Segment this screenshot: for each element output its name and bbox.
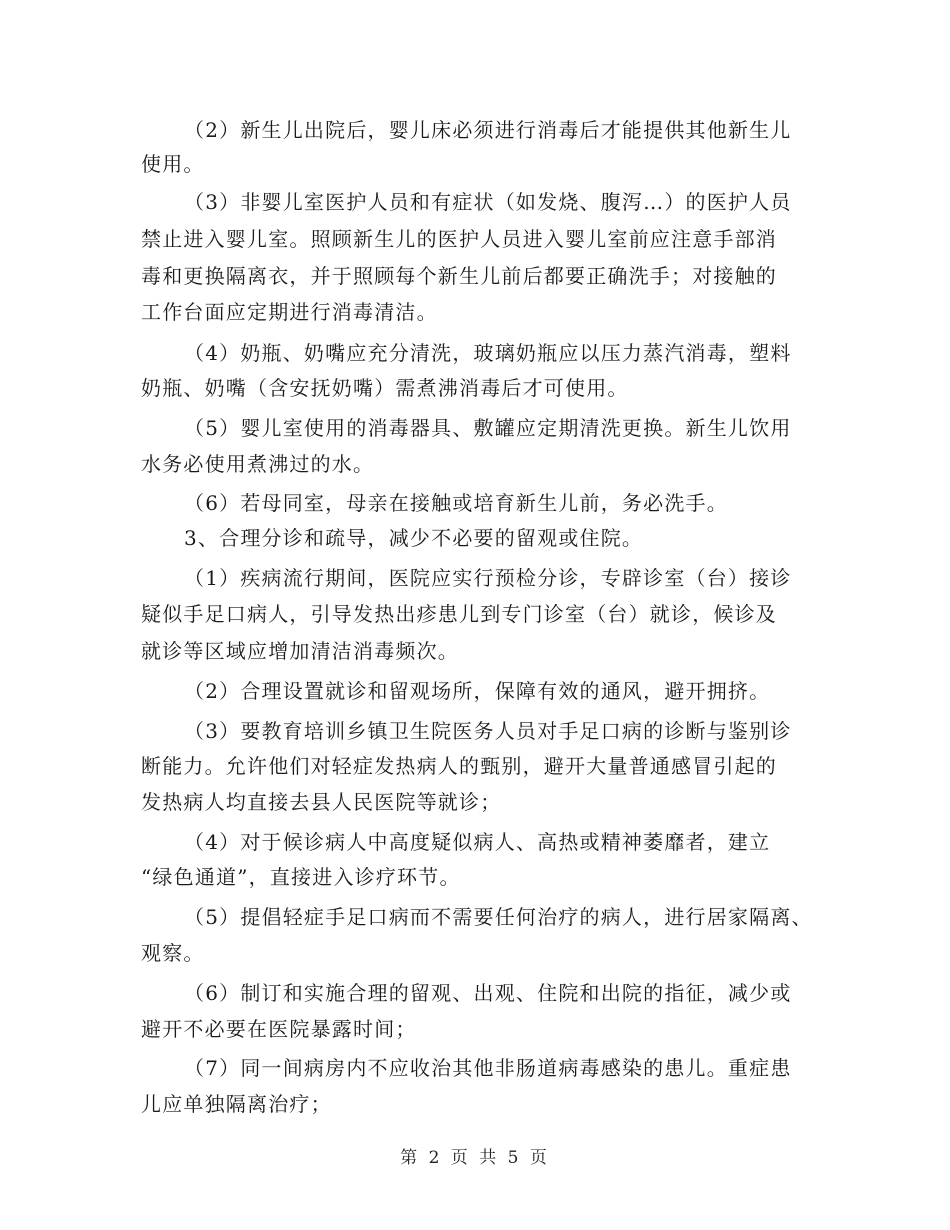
text-line: “绿色通道”，直接进入诊疗环节。 (141, 865, 461, 889)
text-line: （4）奶瓶、奶嘴应充分清洗，玻璃奶瓶应以压力蒸汽消毒，塑料 (184, 341, 792, 365)
text-line: 毒和更换隔离衣，并于照顾每个新生儿前后都要正确洗手；对接触的 (141, 264, 777, 288)
page-number-footer: 第 2 页 共 5 页 (400, 1148, 550, 1168)
text-line: （6）制订和实施合理的留观、出观、住院和出院的指征，减少或 (184, 981, 792, 1005)
text-line: 禁止进入婴儿室。照顾新生儿的医护人员进入婴儿室前应注意手部消 (141, 227, 777, 251)
text-line: （2）新生儿出院后，婴儿床必须进行消毒后才能提供其他新生儿 (184, 118, 792, 142)
text-line: （7）同一间病房内不应收治其他非肠道病毒感染的患儿。重症患 (184, 1056, 792, 1080)
text-line: 奶瓶、奶嘴（含安抚奶嘴）需煮沸消毒后才可使用。 (141, 376, 629, 400)
text-line: 断能力。允许他们对轻症发热病人的甄别，避开大量普通感冒引起的 (141, 754, 777, 778)
text-line: 水务必使用煮沸过的水。 (141, 452, 375, 476)
text-line: （2）合理设置就诊和留观场所，保障有效的通风，避开拥挤。 (184, 679, 771, 703)
text-line: （6）若母同室，母亲在接触或培育新生儿前，务必洗手。 (184, 491, 728, 515)
text-line: 就诊等区域应增加清洁消毒频次。 (141, 639, 459, 663)
text-line: 疑似手足口病人，引导发热出疹患儿到专门诊室（台）就诊，候诊及 (141, 602, 777, 626)
text-line: （5）婴儿室使用的消毒器具、敷罐应定期清洗更换。新生儿饮用 (184, 416, 792, 440)
text-line: 观察。 (141, 941, 205, 965)
text-line: 避开不必要在医院暴露时间； (141, 1017, 417, 1041)
text-line: （3）非婴儿室医护人员和有症状（如发烧、腹泻…）的医护人员 (184, 190, 792, 214)
text-line: （5）提倡轻症手足口病而不需要任何治疗的病人，进行居家隔离、 (184, 905, 813, 929)
text-line: （4）对于候诊病人中高度疑似病人、高热或精神萎靡者，建立 (184, 830, 771, 854)
text-line: 工作台面应定期进行消毒清洁。 (141, 300, 438, 324)
text-line: 3、合理分诊和疏导，减少不必要的留观或住院。 (184, 526, 644, 550)
text-line: （3）要教育培训乡镇卫生院医务人员对手足口病的诊断与鉴别诊 (184, 719, 792, 743)
text-line: 儿应单独隔离治疗； (141, 1092, 332, 1116)
text-line: 发热病人均直接去县人民医院等就诊； (141, 790, 502, 814)
text-line: 使用。 (141, 152, 205, 176)
text-line: （1）疾病流行期间，医院应实行预检分诊，专辟诊室（台）接诊 (184, 566, 792, 590)
